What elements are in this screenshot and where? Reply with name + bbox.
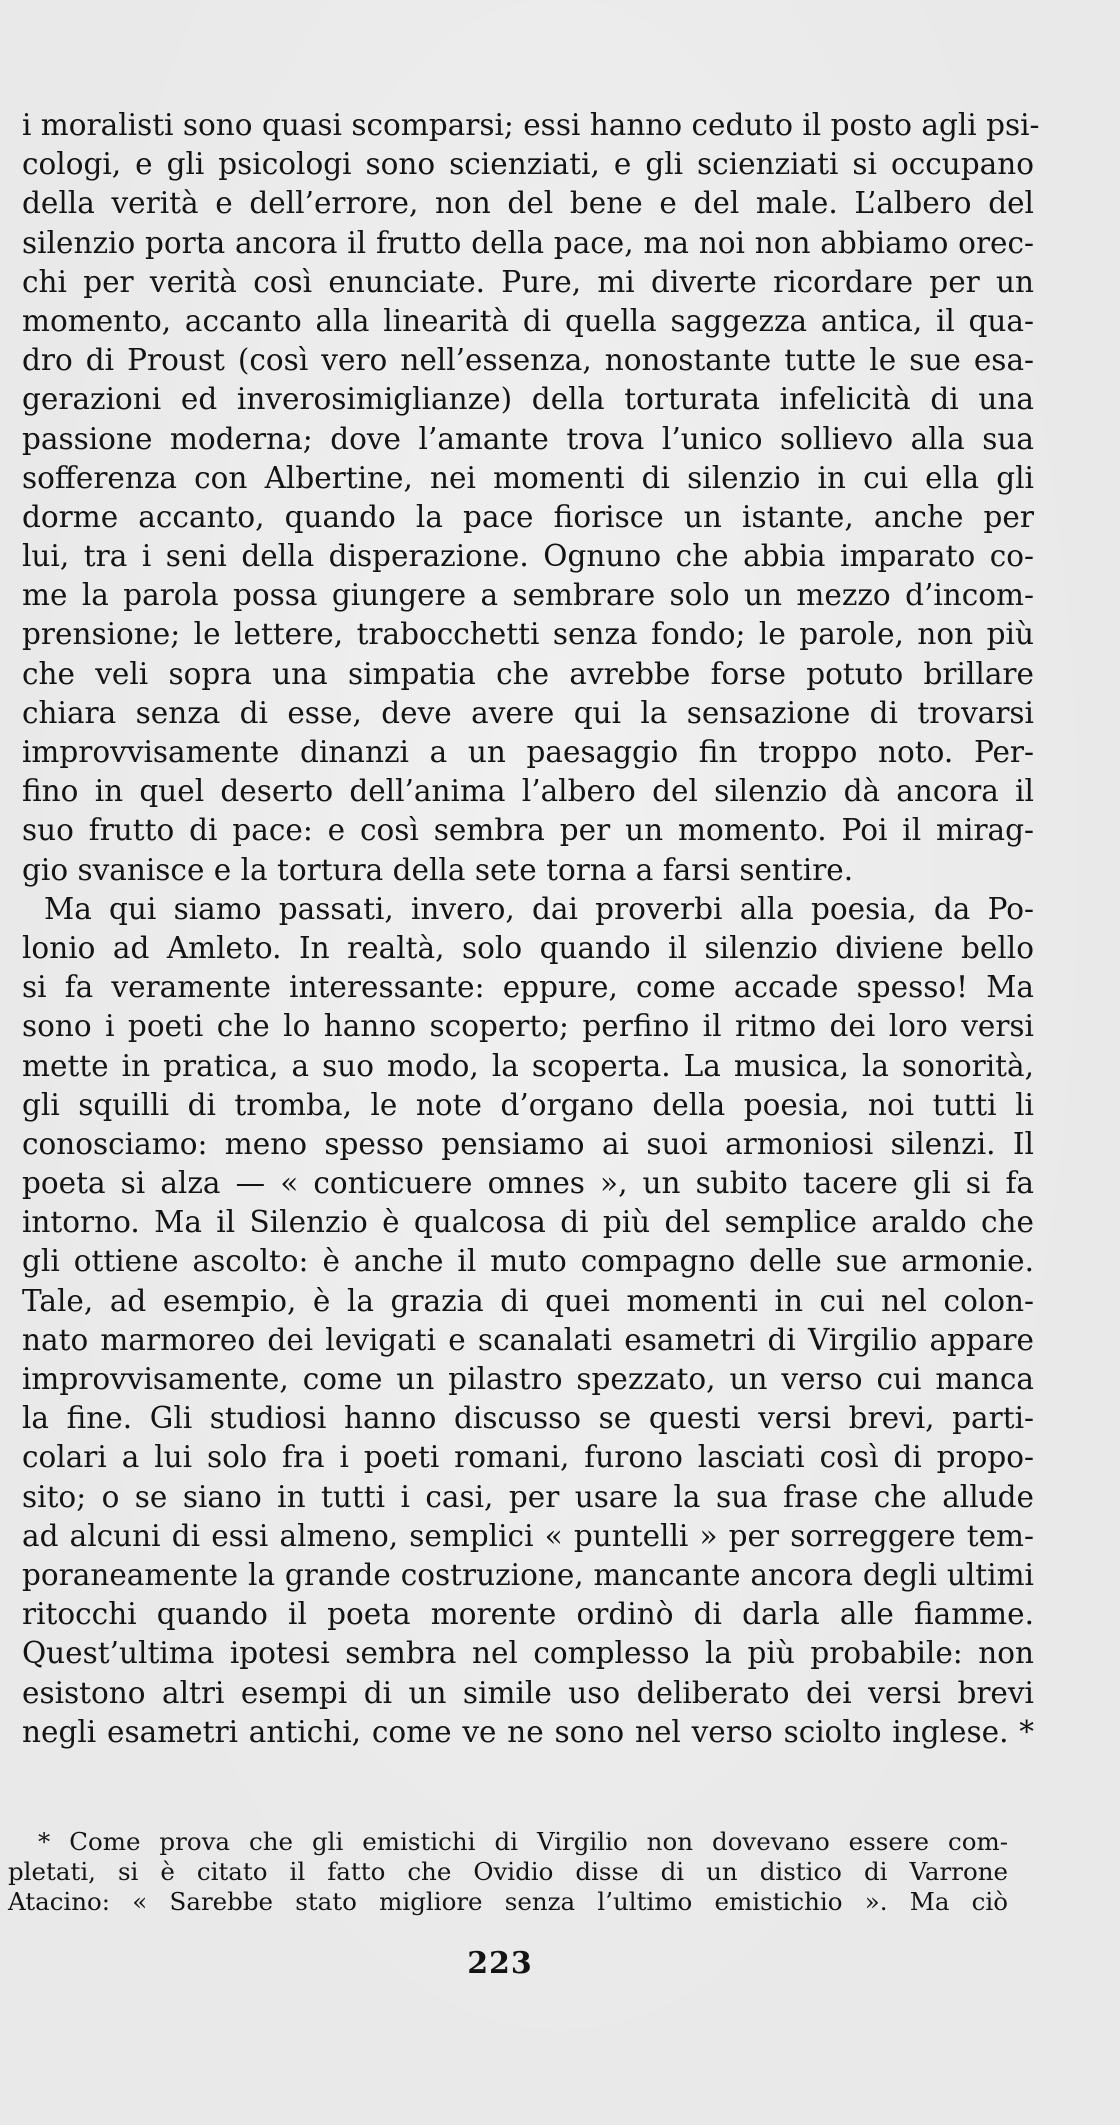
text-line: gli ottiene ascolto: è anche il muto compagno delle sue armonie. bbox=[22, 1244, 1034, 1279]
text-line: sofferenza con Albertine, nei momenti di silenzio in cui ella gli bbox=[22, 460, 1034, 495]
text-line: i moralisti sono quasi scomparsi; essi hanno ceduto il posto agli psi- bbox=[22, 108, 1040, 142]
text-line: intorno. Ma il Silenzio è qualcosa di più del semplice araldo che bbox=[22, 1205, 1034, 1240]
footnote bbox=[8, 1827, 1008, 1917]
text-line: sono i poeti che lo hanno scoperto; perfino il ritmo dei loro versi bbox=[22, 1009, 1034, 1044]
text-line: me la parola possa giungere a sembrare solo un mezzo d’incom- bbox=[22, 578, 1034, 613]
footnote-line: pletati, si è citato il fatto che Ovidio disse di un distico di Varrone bbox=[8, 1857, 1008, 1886]
text-line: negli esametri antichi, come ve ne sono nel verso sciolto inglese. * bbox=[22, 1714, 1034, 1749]
text-line: lonio ad Amleto. In realtà, solo quando il silenzio diviene bello bbox=[22, 930, 1034, 965]
text-line: fino in quel deserto dell’anima l’albero del silenzio dà ancora il bbox=[22, 774, 1034, 809]
text-line: sito; o se siano in tutti i casi, per usare la sua frase che allude bbox=[22, 1479, 1034, 1514]
text-line: che veli sopra una simpatia che avrebbe forse potuto brillare bbox=[22, 656, 1034, 691]
text-line: gerazioni ed inverosimiglianze) della torturata infelicità di una bbox=[22, 382, 1034, 417]
footnote-line: Atacino: « Sarebbe stato migliore senza l’ultimo emistichio ». Ma ciò bbox=[8, 1887, 1008, 1916]
body-text bbox=[22, 106, 1040, 1752]
text-line: prensione; le lettere, trabocchetti senza fondo; le parole, non più bbox=[22, 617, 1034, 652]
text-line: ritocchi quando il poeta morente ordinò di darla alle fiamme. bbox=[22, 1597, 1034, 1632]
text-line: della verità e dell’errore, non del bene e del male. L’albero del bbox=[22, 186, 1034, 221]
paragraph-start-line: Ma qui siamo passati, invero, dai proverbi alla poesia, da Po- bbox=[44, 891, 1034, 926]
text-line: ad alcuni di essi almeno, semplici « puntelli » per sorreggere tem- bbox=[22, 1518, 1034, 1553]
text-line: improvvisamente dinanzi a un paesaggio fin troppo noto. Per- bbox=[22, 735, 1034, 769]
text-line: lui, tra i seni della disperazione. Ognuno che abbia imparato co- bbox=[22, 539, 1034, 574]
text-line: dorme accanto, quando la pace fiorisce un istante, anche per bbox=[22, 499, 1034, 534]
text-line: gli squilli di tromba, le note d’organo della poesia, noi tutti li bbox=[22, 1087, 1034, 1122]
text-line: nato marmoreo dei levigati e scanalati esametri di Virgilio appare bbox=[22, 1322, 1034, 1357]
text-line: esistono altri esempi di un simile uso deliberato dei versi brevi bbox=[22, 1675, 1034, 1710]
page-number: 223 bbox=[467, 1946, 533, 1981]
text-line: colari a lui solo fra i poeti romani, furono lasciati così di propo- bbox=[22, 1440, 1034, 1475]
text-line: improvvisamente, come un pilastro spezzato, un verso cui manca bbox=[22, 1362, 1034, 1396]
text-line: dro di Proust (così vero nell’essenza, nonostante tutte le sue esa- bbox=[22, 343, 1034, 378]
text-line: suo frutto di pace: e così sembra per un momento. Poi il mirag- bbox=[22, 813, 1034, 848]
text-line: passione moderna; dove l’amante trova l’unico sollievo alla sua bbox=[22, 421, 1034, 456]
footnote-line: * Come prova che gli emistichi di Virgilio non dovevano essere com- bbox=[38, 1827, 1008, 1856]
text-line: momento, accanto alla linearità di quella saggezza antica, il qua- bbox=[22, 303, 1034, 338]
text-line: cologi, e gli psicologi sono scienziati, e gli scienziati si occupano bbox=[22, 147, 1034, 182]
text-line: la fine. Gli studiosi hanno discusso se questi versi brevi, parti- bbox=[22, 1401, 1034, 1436]
paragraph-end-line: gio svanisce e la tortura della sete torna a farsi sentire. bbox=[22, 852, 854, 887]
text-line: conosciamo: meno spesso pensiamo ai suoi armoniosi silenzi. Il bbox=[22, 1126, 1034, 1161]
text-line: silenzio porta ancora il frutto della pace, ma noi non abbiamo orec- bbox=[22, 225, 1034, 260]
text-line: si fa veramente interessante: eppure, come accade spesso! Ma bbox=[22, 970, 1034, 1005]
text-line: Tale, ad esempio, è la grazia di quei momenti in cui nel colon- bbox=[22, 1283, 1034, 1318]
text-line: poeta si alza — « conticuere omnes », un subito tacere gli si fa bbox=[22, 1166, 1034, 1201]
text-line: chi per verità così enunciate. Pure, mi diverte ricordare per un bbox=[22, 264, 1034, 299]
text-line: poraneamente la grande costruzione, mancante ancora degli ultimi bbox=[22, 1557, 1034, 1592]
text-line: mette in pratica, a suo modo, la scoperta. La musica, la sonorità, bbox=[22, 1048, 1034, 1083]
text-line: chiara senza di esse, deve avere qui la sensazione di trovarsi bbox=[22, 695, 1034, 730]
text-line: Quest’ultima ipotesi sembra nel complesso la più probabile: non bbox=[22, 1636, 1034, 1671]
